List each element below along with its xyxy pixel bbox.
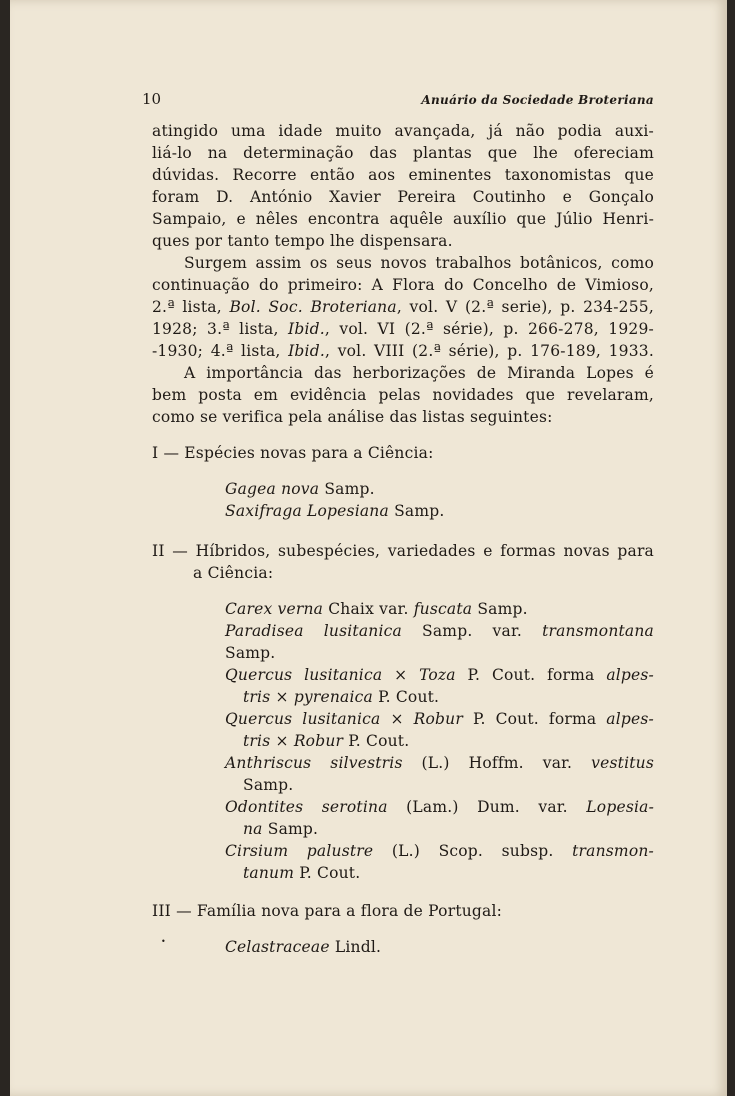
taxon-entry: Carex verna Chaix var. fuscata Samp. (225, 600, 528, 618)
page-number: 10 (142, 90, 162, 108)
text-line: foram D. António Xavier Pereira Coutinho e Gonçalo (152, 188, 654, 206)
text-line: bem posta em evidência pelas novidades que revelaram, (152, 386, 654, 404)
text-line: -1930; 4.ª lista, Ibid., vol. VIII (2.ª série), p. 176-189, 1933. (152, 342, 654, 360)
taxon-entry-cont: tris × Robur P. Cout. (243, 732, 410, 750)
taxon-entry-cont: Samp. (243, 776, 294, 794)
running-title: Anuário da Sociedade Broteriana (421, 93, 654, 107)
section-heading-3: III — Família nova para a flora de Portugal: (152, 902, 503, 920)
species-entry: Saxifraga Lopesiana Samp. (225, 502, 445, 520)
taxon-entry: Odontites serotina (Lam.) Dum. var. Lopesia- (225, 798, 655, 816)
stray-dot: • (161, 937, 166, 946)
section-heading-1: I — Espécies novas para a Ciência: (152, 444, 434, 462)
page-header (142, 90, 654, 112)
taxon-entry: Anthriscus silvestris (L.) Hoffm. var. vestitus (225, 754, 654, 772)
text-line: Sampaio, e nêles encontra aquêle auxílio que Júlio Henri- (152, 210, 654, 228)
section-heading-2: II — Híbridos, subespécies, variedades e formas novas para (152, 542, 654, 560)
species-entry: Gagea nova Samp. (225, 480, 375, 498)
book-page (10, 0, 727, 1096)
taxon-entry: Cirsium palustre (L.) Scop. subsp. transmon- (225, 842, 654, 860)
family-entry: Celastraceae Lindl. (225, 938, 382, 956)
text-line: 1928; 3.ª lista, Ibid., vol. VI (2.ª série), p. 266-278, 1929- (152, 320, 654, 338)
text-line: ques por tanto tempo lhe dispensara. (152, 232, 453, 250)
text-line: atingido uma idade muito avançada, já não podia auxi- (152, 122, 654, 140)
taxon-entry: Paradisea lusitanica Samp. var. transmontana (225, 622, 654, 640)
text-line: 2.ª lista, Bol. Soc. Broteriana, vol. V (2.ª serie), p. 234-255, (152, 298, 654, 316)
text-line: como se verifica pela análise das listas seguintes: (152, 408, 553, 426)
section-heading-2-cont: a Ciência: (193, 564, 274, 582)
text-line: A importância das herborizações de Miranda Lopes é (184, 364, 654, 382)
text-line: liá-lo na determinação das plantas que lhe ofereciam (152, 144, 654, 162)
text-line: dúvidas. Recorre então aos eminentes taxonomistas que (152, 166, 654, 184)
taxon-entry-cont: tanum P. Cout. (243, 864, 361, 882)
taxon-entry: Quercus lusitanica × Robur P. Cout. forma alpes- (225, 710, 654, 728)
taxon-entry-cont: na Samp. (243, 820, 319, 838)
text-line: continuação do primeiro: A Flora do Concelho de Vimioso, (152, 276, 654, 294)
taxon-entry-cont: Samp. (225, 644, 276, 662)
text-line: Surgem assim os seus novos trabalhos botânicos, como (184, 254, 654, 272)
taxon-entry: Quercus lusitanica × Toza P. Cout. forma alpes- (225, 666, 654, 684)
taxon-entry-cont: tris × pyrenaica P. Cout. (243, 688, 440, 706)
